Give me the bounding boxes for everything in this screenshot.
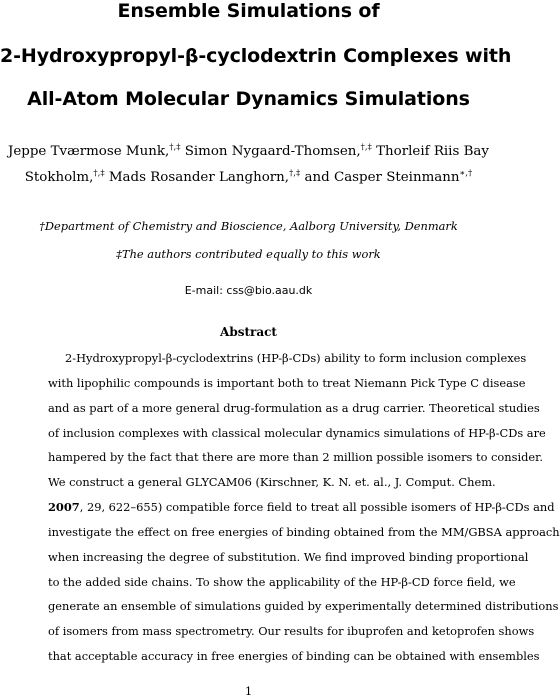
author-line-1 [0,139,497,165]
abstract-line: We construct a general GLYCAM06 (Kirschner, K. N. et. al., J. Comput. Chem. [48,475,496,490]
abstract-bold-year: 2007 [48,500,80,515]
author-name: Jeppe Tværmose Munk, [8,144,170,159]
abstract-line: 2007, 29, 622–655) compatible force field to treat all possible isomers of HP-β-CDs and [48,500,555,515]
abstract-line: of inclusion complexes with classical molecular dynamics simulations of HP-β-CDs are [48,425,546,440]
affiliation-department: †Department of Chemistry and Bioscience, Aalborg University, Denmark [39,219,458,233]
affiliation-equal-contribution: ‡The authors contributed equally to this work [116,247,381,261]
abstract-line: of isomers from mass spectrometry. Our results for ibuprofen and ketoprofen shows [48,624,535,639]
abstract-line: to the added side chains. To show the applicability of the HP-β-CD force field, we [48,574,516,589]
author-name: Casper Steinmann [333,170,460,185]
author-line-2 [0,165,497,191]
affiliation-mark: †,‡ [169,142,181,153]
affiliation-mark: ∗,† [459,168,473,179]
abstract-line: that acceptable accuracy in free energies of binding can be obtained with ensembles [48,649,540,664]
title-line-3: All-Atom Molecular Dynamics Simulations [27,88,470,110]
affiliation-mark: †,‡ [289,168,301,179]
affiliation-mark: †,‡ [360,142,372,153]
title-line-2: 2-Hydroxypropyl-β-cyclodextrin Complexes with [0,45,512,67]
affiliation-mark: †,‡ [93,168,105,179]
abstract-heading: Abstract [220,325,277,339]
abstract-line: investigate the effect on free energies of binding obtained from the MM/GBSA approach [48,524,560,539]
abstract-line: generate an ensemble of simulations guided by experimentally determined distributions [48,599,559,614]
abstract-line: and as part of a more general drug-formulation as a drug carrier. Theoretical studies [48,400,540,415]
page-number: 1 [244,684,253,698]
author-name: Mads Rosander Langhorn, [104,170,290,185]
abstract-line: when increasing the degree of substitution. We find improved binding proportional [48,549,529,564]
abstract-line: with lipophilic compounds is important both to treat Niemann Pick Type C disease [48,375,526,390]
author-name: Stokholm, [24,170,94,185]
abstract-body [48,346,560,669]
contact-email: E-mail: css@bio.aau.dk [184,284,313,297]
author-name: Thorleif Riis Bay [371,144,489,159]
abstract-line: hampered by the fact that there are more than 2 million possible isomers to consider. [48,450,543,465]
abstract-line: 2-Hydroxypropyl-β-cyclodextrins (HP-β-CDs) ability to form inclusion complexes [65,351,527,365]
author-name: Simon Nygaard-Thomsen, [180,144,361,159]
author-list [0,139,497,191]
title-line-1: Ensemble Simulations of [117,0,380,22]
author-connector: and [300,170,334,185]
